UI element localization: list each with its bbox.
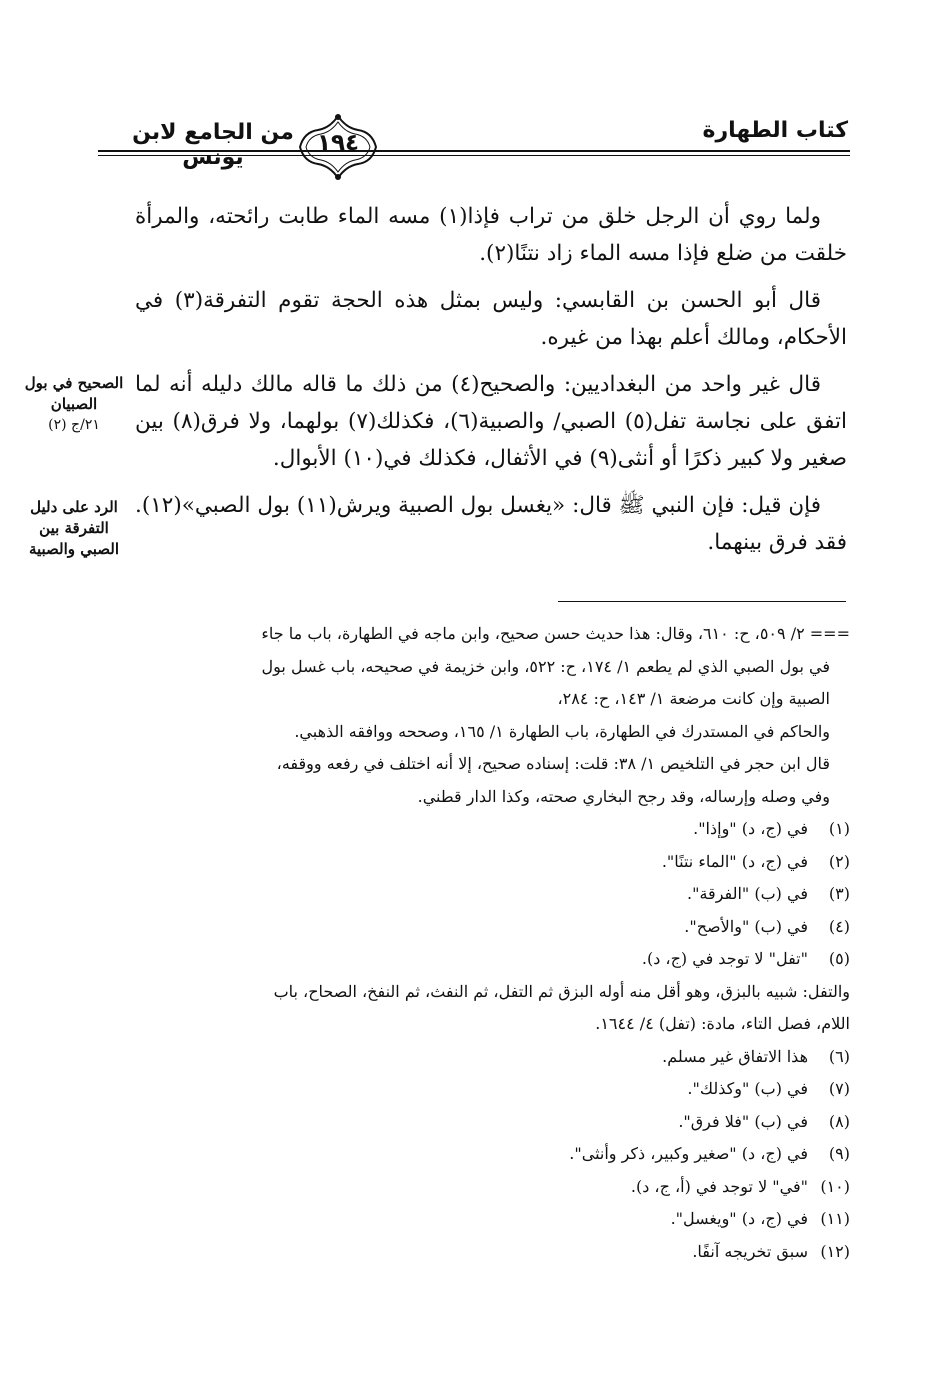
- footnote-number: (٤): [828, 916, 850, 936]
- footnote-extra-line: اللام، فصل التاء، مادة: (تفل) ٤/ ١٦٤٤.: [595, 1014, 850, 1033]
- footnote-item: [132, 878, 850, 911]
- footnote-number: (٢): [828, 851, 850, 871]
- footnote-text: في (ب) "الفرقة".: [687, 884, 808, 903]
- footnote-item: [132, 1171, 850, 1204]
- footnote-continuation-line: وفي وصله وإرساله، وقد رجح البخاري صحته، وكذا الدار قطني.: [417, 786, 830, 806]
- page-number: ١٩٤: [316, 130, 360, 156]
- footnote-item: [132, 1041, 850, 1074]
- footnote-continuation-line: في بول الصبي الذي لم يطعم ١/ ١٧٤، ح: ٥٢٢، وابن خزيمة في صحيحه، باب غسل بول: [261, 656, 830, 676]
- footnote-item: [132, 1106, 850, 1139]
- header-rule: [98, 150, 850, 152]
- paragraph: قال غير واحد من البغداديين: والصحيح(٤) من ذلك ما قاله مالك دليله أنه لما اتفق على نجاسة تفل(٥) الصبي/ والصبية(٦)، فكذلك(٧) بولهما، ولا فرق(٨) بين صغير ولا كبير ذكرًا أو أنثى(٩) في الأثفال، فكذلك في(١٠) الأبوال.: [135, 372, 847, 471]
- footnote-text: "في" لا توجد في (أ، ج، د).: [630, 1176, 808, 1196]
- margin-note-rebuttal: [18, 497, 130, 560]
- footnote-text: سبق تخريجه آنفًا.: [692, 1241, 808, 1261]
- footnote-extra-line: والتفل: شبيه بالبزق، وهو أقل منه أوله البزق ثم التفل، ثم النفث، ثم النفخ، الصحاح، باب: [273, 981, 850, 1001]
- footnote-number: (٦): [828, 1046, 850, 1066]
- footnote-separator: [558, 601, 846, 602]
- paragraph: فإن قيل: فإن النبي ﷺ قال: «يغسل بول الصبية ويرش(١١) بول الصبي»(١٢). فقد فرق بينهما.: [135, 493, 847, 555]
- footnote-item: [132, 911, 850, 944]
- footnote-item: [132, 1138, 850, 1171]
- footnotes: [132, 618, 850, 1268]
- footnote-number: (١٢): [820, 1241, 850, 1261]
- footnote-item: [132, 943, 850, 976]
- footnote-continuation-line: قال ابن حجر في التلخيص ١/ ٣٨: قلت: إسناده صحيح، إلا أنه اختلف في رفعه ووقفه،: [276, 754, 830, 773]
- footnote-number: (٨): [828, 1111, 850, 1131]
- footnote-text: هذا الاتفاق غير مسلم.: [662, 1046, 808, 1066]
- running-head-book-title: كتاب الطهارة: [702, 118, 848, 143]
- footnote-item: [132, 813, 850, 846]
- footnote-number: (٩): [828, 1144, 850, 1163]
- footnote-text: في (ج، د) "صغير وكبير، ذكر وأنثى".: [569, 1144, 808, 1163]
- header-rule-thin: [98, 155, 850, 156]
- footnote-number: (١١): [820, 1209, 850, 1228]
- footnote-continuation-line: والحاكم في المستدرك في الطهارة، باب الطهارة ١/ ١٦٥، وصححه ووافقه الذهبي.: [294, 721, 830, 741]
- footnote-item: [132, 1073, 850, 1106]
- paragraph: قال أبو الحسن بن القابسي: وليس بمثل هذه الحجة تقوم التفرقة(٣) في الأحكام، ومالك أعلم بهذا من غيره.: [135, 288, 847, 350]
- margin-note-title: الصحيح في بول الصبيان: [24, 374, 124, 413]
- footnote-continuation-line: === ٢/ ٥٠٩، ح: ٦١٠، وقال: هذا حديث حسن صحيح، وابن ماجه في الطهارة، باب ما جاء: [261, 624, 850, 643]
- margin-note-correct-ruling: [18, 373, 130, 436]
- footnote-item: [132, 1203, 850, 1236]
- footnote-text: في (ج، د) "وإذا".: [693, 819, 808, 838]
- footnote-number: (٧): [828, 1079, 850, 1098]
- paragraph: ولما روي أن الرجل خلق من تراب فإذا(١) مسه الماء طابت رائحته، والمرأة خلقت من ضلع فإذا مسه الماء زاد نتنًا(٢).: [135, 204, 847, 266]
- footnote-continuation-line: الصبية وإن كانت مرضعة ١/ ١٤٣، ح: ٢٨٤،: [557, 689, 830, 708]
- footnote-text: في (ج، د) "الماء نتنًا".: [661, 851, 808, 871]
- margin-note-title: الرد على دليل التفرقة بين الصبي والصبية: [28, 498, 120, 558]
- footnote-item: [132, 846, 850, 879]
- main-text: [135, 198, 847, 571]
- footnote-number: (٥): [828, 949, 850, 968]
- footnote-text: في (ب) "وكذلك".: [687, 1079, 808, 1098]
- footnote-number: (١٠): [820, 1176, 850, 1196]
- manuscript-folio-ref: ٢١/ج (٢): [48, 417, 100, 433]
- footnote-text: "تفل" لا توجد في (ج، د).: [641, 949, 808, 968]
- footnote-item: [132, 1236, 850, 1269]
- running-head-work-title: من الجامع لابن يونس: [132, 120, 294, 170]
- footnote-text: في (ب) "والأصح".: [684, 916, 808, 936]
- footnote-number: (٣): [828, 884, 850, 903]
- footnote-text: في (ب) "فلا فرق".: [678, 1111, 808, 1131]
- footnote-number: (١): [828, 819, 850, 838]
- footnote-text: في (ج، د) "ويغسل".: [670, 1209, 808, 1228]
